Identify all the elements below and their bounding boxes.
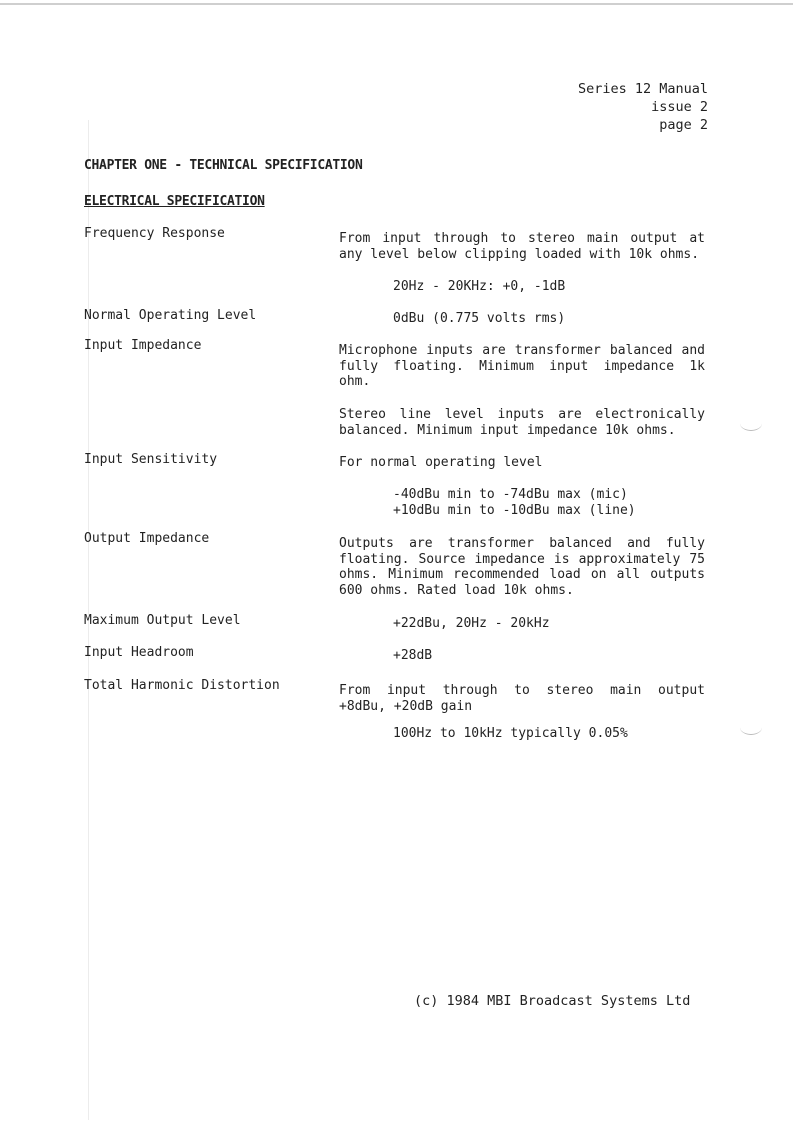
spec-desc-frequency-response: From input through to stereo main output at any level below clipping loaded with 10k ohms.: [339, 231, 705, 262]
spec-label-total-harmonic-distortion: Total Harmonic Distortion: [84, 678, 280, 693]
spec-value-frequency-response: 20Hz - 20KHz: +0, -1dB: [393, 279, 566, 294]
punch-hole-mark: [740, 416, 762, 431]
copyright-footer: (c) 1984 MBI Broadcast Systems Ltd: [414, 993, 691, 1009]
spec-desc-input-impedance-line: Stereo line level inputs are electronically balanced. Minimum input impedance 10k ohms.: [339, 407, 705, 438]
page-header: [578, 80, 708, 134]
header-page-number: page 2: [659, 117, 708, 133]
header-manual-title: Series 12 Manual: [577, 81, 708, 97]
spec-label-input-headroom: Input Headroom: [84, 645, 194, 660]
punch-hole-mark: [740, 720, 762, 735]
chapter-title: CHAPTER ONE - TECHNICAL SPECIFICATION: [84, 158, 363, 173]
spec-desc-input-sensitivity: For normal operating level: [339, 455, 543, 470]
spec-value-input-headroom: +28dB: [393, 648, 433, 663]
spec-label-input-sensitivity: Input Sensitivity: [84, 452, 218, 467]
spec-value-input-sensitivity-mic: -40dBu min to -74dBu max (mic): [393, 487, 628, 502]
spec-desc-output-impedance: Outputs are transformer balanced and fully floating. Source impedance is approximately 75 ohms. Minimum recommended load on all outputs 600 ohms. Rated load 10k ohms.: [339, 536, 705, 598]
spec-desc-input-impedance-mic: Microphone inputs are transformer balanced and fully floating. Minimum input impedance 1k ohm.: [339, 343, 705, 389]
spec-desc-total-harmonic-distortion: From input through to stereo main output +8dBu, +20dB gain: [339, 683, 705, 714]
spec-label-normal-operating-level: Normal Operating Level: [84, 308, 257, 323]
spec-value-total-harmonic-distortion: 100Hz to 10kHz typically 0.05%: [393, 726, 628, 741]
spec-label-input-impedance: Input Impedance: [84, 338, 202, 353]
spec-value-normal-operating-level: 0dBu (0.775 volts rms): [393, 311, 566, 326]
section-title: ELECTRICAL SPECIFICATION: [84, 194, 265, 209]
spec-label-frequency-response: Frequency Response: [84, 226, 225, 241]
spec-value-input-sensitivity-line: +10dBu min to -10dBu max (line): [393, 503, 636, 518]
header-issue: issue 2: [651, 99, 708, 115]
scan-top-edge: [0, 3, 793, 5]
spec-label-maximum-output-level: Maximum Output Level: [84, 613, 241, 628]
spec-value-maximum-output-level: +22dBu, 20Hz - 20kHz: [393, 616, 550, 631]
spec-label-output-impedance: Output Impedance: [84, 531, 210, 546]
